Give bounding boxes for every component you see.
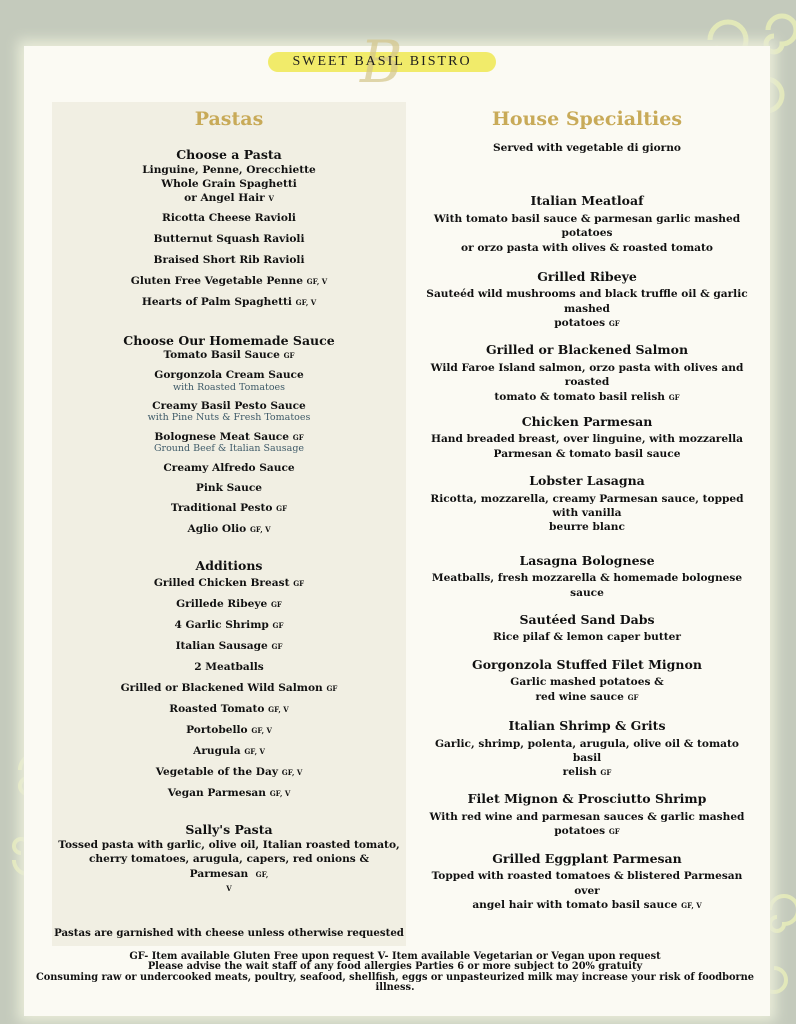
specialty-item [424, 657, 750, 704]
dietary-tag: GF [627, 692, 639, 702]
specialty-name: Lobster Lasagna [529, 473, 645, 489]
sauce-item: Creamy Alfredo Sauce [163, 461, 295, 474]
addition-item: Grilled or Blackened Wild Salmon GF [120, 682, 338, 695]
sauce-list [52, 348, 406, 536]
logo-monogram: B [360, 28, 403, 96]
specialty-description: Wild Faroe Island salmon, orzo pasta with olives and roasted [430, 361, 744, 389]
specialty-item [424, 718, 750, 780]
dietary-tag: GF [668, 392, 680, 402]
dietary-tag: GF [608, 827, 620, 837]
specialty-name: Grilled or Blackened Salmon [485, 342, 689, 358]
specialty-description: Garlic, shrimp, polenta, arugula, olive oil & tomato basil [435, 737, 739, 764]
specialty-description: relish GF [562, 766, 612, 779]
footer-consumption-warning: Consuming raw or undercooked meats, poultry, seafood, shellfish, eggs or unpasteurized milk may increase your risk of foodborne [35, 971, 755, 983]
pasta-line: Linguine, Penne, Orecchiette [142, 163, 316, 176]
specialty-description: Rice pilaf & lemon caper butter [493, 631, 681, 644]
addition-item: Roasted Tomato GF, V [169, 703, 289, 716]
sauce-heading: Choose Our Homemade Sauce [123, 332, 335, 348]
sauce-item: Creamy Basil Pesto Sauce with Pine Nuts & Fresh Tomatoes [147, 400, 311, 424]
specialty-description: With red wine and parmesan sauces & garlic mashed [429, 811, 745, 824]
specialties-section [424, 102, 750, 912]
specialty-description: Parmesan & tomato basil sauce [493, 447, 681, 460]
addition-item: Italian Sausage GF [175, 640, 283, 653]
sauce-item: Traditional Pesto GF [170, 502, 288, 515]
specialty-name: Sautéed Sand Dabs [519, 611, 655, 627]
specialties-list [424, 193, 750, 912]
specialty-item [424, 473, 750, 535]
specialty-name: Chicken Parmesan [521, 413, 653, 429]
brand-name: SWEET BASIL BISTRO [292, 54, 472, 69]
specialty-name: Italian Shrimp & Grits [508, 717, 666, 733]
pastas-section [52, 102, 406, 946]
specialty-item [424, 791, 750, 838]
specialty-item [424, 612, 750, 645]
footer-allergy-note: Please advise the wait staff of any food allergies Parties 6 or more subject to 20% gratuity [147, 961, 643, 973]
pasta-item: Butternut Squash Ravioli [153, 232, 305, 245]
sauce-item: Aglio Olio GF, V [187, 522, 271, 535]
specialty-description: red wine sauce GF [535, 690, 639, 703]
sallys-pasta-heading: Sally's Pasta [185, 822, 273, 838]
addition-item: Vegetable of the Day GF, V [155, 766, 303, 779]
footer-notes [30, 952, 760, 993]
specialty-item [424, 553, 750, 600]
specialty-description: Topped with roasted tomatoes & blistered Parmesan over [431, 870, 743, 897]
specialty-description: With tomato basil sauce & parmesan garlic mashed potatoes [433, 212, 741, 240]
angel-hair-label: or Angel Hair [184, 192, 265, 205]
sallys-pasta-tag: V [226, 883, 232, 893]
sallys-pasta-desc: cherry tomatoes, arugula, capers, red onions & Parmesan GF, [88, 853, 370, 880]
addition-item: 4 Garlic Shrimp GF [174, 619, 284, 632]
specialty-name: Grilled Ribeye [537, 268, 637, 284]
sauce-item: Gorgonzola Cream Sauce with Roasted Tomatoes [154, 369, 304, 393]
additions-list [52, 573, 406, 804]
sauce-item: Bolognese Meat Sauce GF Ground Beef & Italian Sausage [153, 430, 305, 455]
pasta-item: Braised Short Rib Ravioli [153, 253, 305, 266]
specialty-item [424, 193, 750, 255]
dietary-tag: V [268, 194, 274, 204]
pasta-item: Gluten Free Vegetable Penne GF, V [130, 274, 328, 287]
sallys-pasta-desc: Tossed pasta with garlic, olive oil, Italian roasted tomato, [58, 839, 400, 852]
specialty-description: Hand breaded breast, over linguine, with mozzarella [430, 433, 744, 446]
specialty-description: Garlic mashed potatoes & [510, 676, 664, 689]
specialty-item [424, 269, 750, 331]
specialty-description: Meatballs, fresh mozzarella & homemade bolognese sauce [431, 572, 743, 599]
specialty-description: potatoes GF [554, 317, 620, 330]
specialty-name: Grilled Eggplant Parmesan [492, 850, 682, 866]
pastas-note: Pastas are garnished with cheese unless otherwise requested [54, 927, 404, 939]
additions-heading: Additions [195, 557, 263, 573]
specialty-description: Sauteéd wild mushrooms and black truffle oil & garlic mashed [426, 288, 748, 315]
footer-dietary-legend: GF- Item available Gluten Free upon request V- Item available Vegetarian or Vegan upon request [129, 951, 661, 962]
brand-logo [268, 28, 496, 96]
pasta-item: Hearts of Palm Spaghetti GF, V [141, 295, 317, 308]
specialty-name: Filet Mignon & Prosciutto Shrimp [467, 791, 707, 807]
addition-item: Portobello GF, V [186, 724, 272, 737]
addition-item: Grilled Chicken Breast GF [153, 577, 305, 590]
specialty-description: or orzo pasta with olives & roasted tomato [461, 241, 713, 254]
addition-item: Vegan Parmesan GF, V [167, 787, 291, 800]
specialty-name: Lasagna Bolognese [519, 552, 655, 568]
dietary-tag: GF, V [681, 900, 702, 910]
specialty-item [424, 851, 750, 913]
footer-consumption-warning-end: illness. [375, 981, 415, 993]
sauce-item: Tomato Basil Sauce GF [163, 349, 295, 362]
pasta-item: Ricotta Cheese Ravioli [162, 211, 296, 224]
specialty-description: potatoes GF [554, 825, 620, 838]
specialty-description: angel hair with tomato basil sauce GF, V [472, 898, 702, 911]
specialty-name: Gorgonzola Stuffed Filet Mignon [472, 656, 702, 672]
specialties-subtitle: Served with vegetable di giorno [492, 142, 682, 154]
specialty-name: Italian Meatloaf [530, 193, 644, 209]
pasta-line: Whole Grain Spaghetti [161, 177, 297, 190]
specialty-item [424, 414, 750, 461]
addition-item: Arugula GF, V [193, 745, 265, 758]
specialty-description: beurre blanc [549, 521, 625, 534]
specialty-item [424, 342, 750, 404]
specialty-description: tomato & tomato basil relish GF [494, 390, 680, 403]
specialties-title: House Specialties [491, 108, 683, 130]
addition-item: Grillede Ribeye GF [176, 598, 282, 611]
sauce-item: Pink Sauce [195, 481, 263, 494]
pasta-list [52, 208, 406, 313]
dietary-tag: GF [608, 319, 620, 329]
choose-pasta-heading: Choose a Pasta [176, 147, 282, 162]
pasta-line [52, 191, 406, 205]
dietary-tag: GF [600, 768, 612, 778]
addition-item: 2 Meatballs [194, 661, 264, 674]
specialty-description: Ricotta, mozzarella, creamy Parmesan sauce, topped with vanilla [430, 492, 744, 519]
pastas-title: Pastas [194, 108, 264, 130]
